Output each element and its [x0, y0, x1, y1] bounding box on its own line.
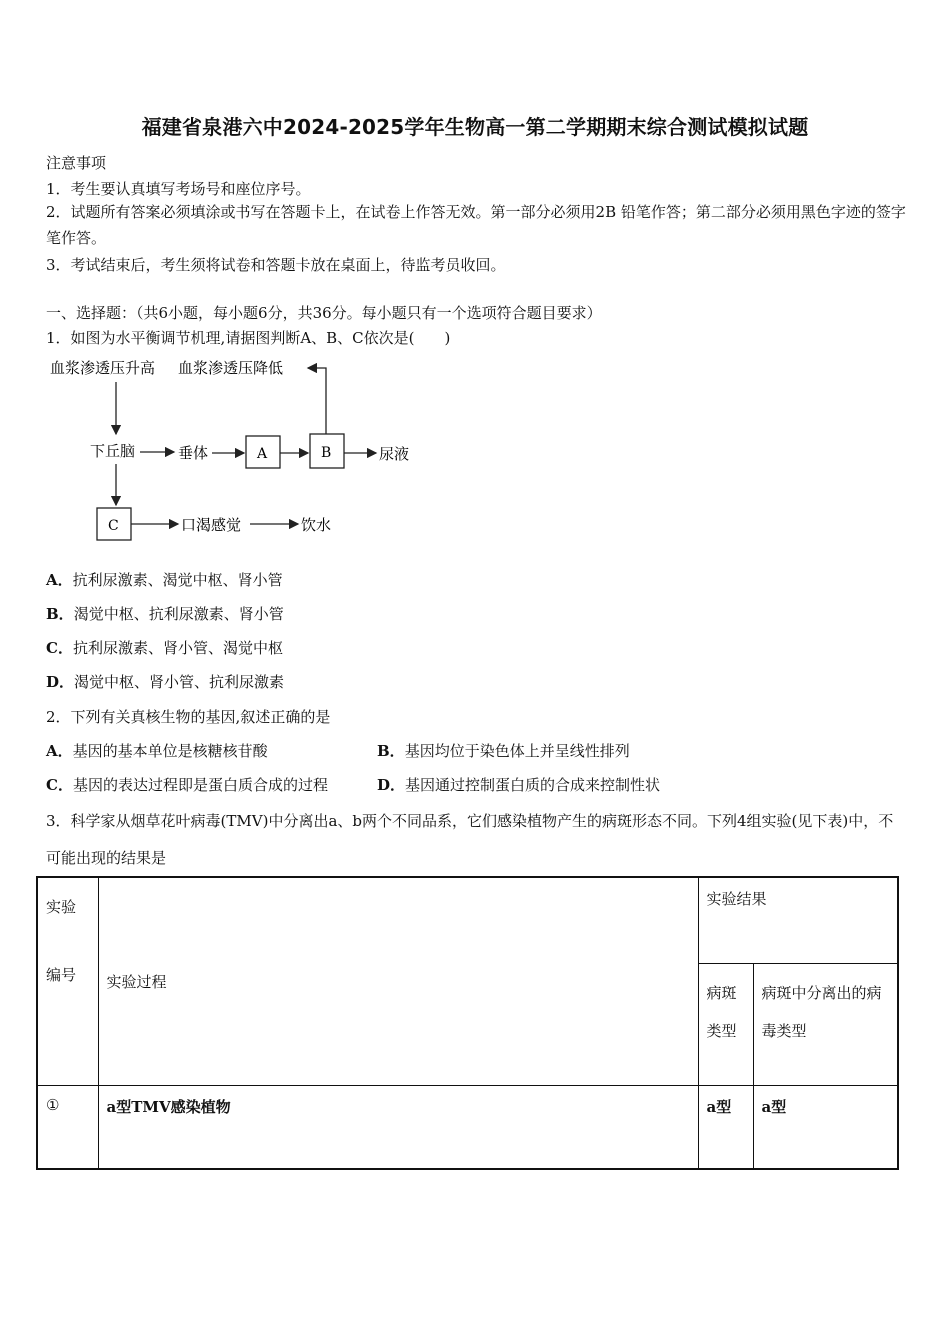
header-result-cell [698, 877, 898, 963]
q1-option-a[interactable] [46, 569, 283, 590]
notice-item-1: 1．考生要认真填写考场号和座位序号。 [46, 180, 311, 198]
header-virus-type: 病斑中分离出的病毒类型 [761, 983, 882, 1040]
q1-option-c-key: C． [46, 639, 73, 657]
q1-option-c-text: 抗利尿激素、肾小管、渴觉中枢 [72, 639, 283, 657]
header-exp-num-cell [37, 877, 98, 1085]
table-row [37, 1085, 898, 1169]
box-b-label: B [321, 445, 332, 461]
notice-item-3: 3．考试结束后，考生须将试卷和答题卡放在桌面上，待监考员收回。 [46, 256, 506, 274]
header-process-cell [98, 877, 698, 1085]
q2-option-b[interactable] [377, 740, 630, 761]
table-header-row-1 [37, 877, 898, 963]
label-urine: 尿液 [379, 445, 410, 463]
q1-option-d-text: 渴觉中枢、肾小管、抗利尿激素 [74, 673, 285, 691]
q1-option-a-key: A． [46, 571, 73, 589]
header-num: 编号 [46, 966, 77, 984]
q2-option-c-key: C． [46, 776, 73, 794]
header-spot-type-cell [698, 963, 753, 1085]
diagram-svg [46, 350, 426, 550]
water-balance-diagram [46, 350, 426, 550]
section-heading: 一、选择题：（共6小题，每小题6分，共36分。每小题只有一个选项符合题目要求） [46, 304, 602, 322]
experiment-table [36, 876, 899, 1170]
q2-option-d[interactable] [377, 774, 660, 795]
q2-option-b-text: 基因均位于染色体上并呈线性排列 [404, 742, 630, 760]
q1-option-b[interactable] [46, 603, 284, 624]
header-spot-type: 病斑类型 [706, 983, 737, 1040]
notice-heading: 注意事项 [46, 154, 107, 172]
q1-stem: 1．如图为水平衡调节机理,请据图判断A、B、C依次是( ) [46, 329, 451, 347]
row-1-spot: a型 [698, 1085, 753, 1169]
label-drink: 饮水 [301, 516, 332, 534]
header-result: 实验结果 [706, 890, 767, 908]
row-1-process: a型TMV感染植物 [98, 1085, 698, 1169]
row-1-num: ① [37, 1085, 98, 1169]
q2-stem: 2．下列有关真核生物的基因,叙述正确的是 [46, 708, 331, 726]
q2-option-a-key: A． [46, 742, 73, 760]
q1-option-b-text: 渴觉中枢、抗利尿激素、肾小管 [73, 605, 284, 623]
notice-item-2: 2．试题所有答案必须填涂或书写在答题卡上，在试卷上作答无效。第一部分必须用2B 铅笔作答；第二部分必须用黑色字迹的签字笔作答。 [46, 203, 906, 247]
q2-option-d-text: 基因通过控制蛋白质的合成来控制性状 [405, 776, 661, 794]
q2-option-d-key: D． [377, 776, 406, 794]
row-1-virus: a型 [753, 1085, 898, 1169]
q1-option-b-key: B． [46, 605, 74, 623]
q3-stem: 3．科学家从烟草花叶病毒(TMV)中分离出a、b两个不同品系，它们感染植物产生的病斑形态不同。下列4组实验(见下表)中，不可能出现的结果是 [46, 812, 894, 867]
arrow-b-to-osmotic-fall [308, 368, 326, 434]
label-pituitary: 垂体 [178, 444, 209, 462]
q1-option-d[interactable] [46, 671, 284, 692]
label-hypothalamus: 下丘脑 [90, 442, 136, 460]
label-osmotic-rise: 血浆渗透压升高 [50, 359, 156, 377]
q1-option-a-text: 抗利尿激素、渴觉中枢、肾小管 [72, 571, 283, 589]
q2-option-a[interactable] [46, 740, 268, 761]
q2-option-c[interactable] [46, 774, 328, 795]
box-a-label: A [257, 446, 268, 462]
label-thirst: 口渴感觉 [181, 516, 242, 534]
q1-option-d-key: D． [46, 673, 75, 691]
header-exp: 实验 [46, 898, 77, 916]
q2-option-c-text: 基因的表达过程即是蛋白质合成的过程 [72, 776, 328, 794]
q2-option-b-key: B． [377, 742, 405, 760]
header-process: 实验过程 [106, 972, 167, 991]
q2-option-a-text: 基因的基本单位是核糖核苷酸 [72, 742, 268, 760]
page-title: 福建省泉港六中2024-2025学年生物高一第二学期期末综合测试模拟试题 [141, 115, 809, 139]
box-c-label: C [108, 518, 119, 534]
q1-option-c[interactable] [46, 637, 283, 658]
label-osmotic-fall: 血浆渗透压降低 [178, 359, 284, 377]
header-virus-type-cell [753, 963, 898, 1085]
